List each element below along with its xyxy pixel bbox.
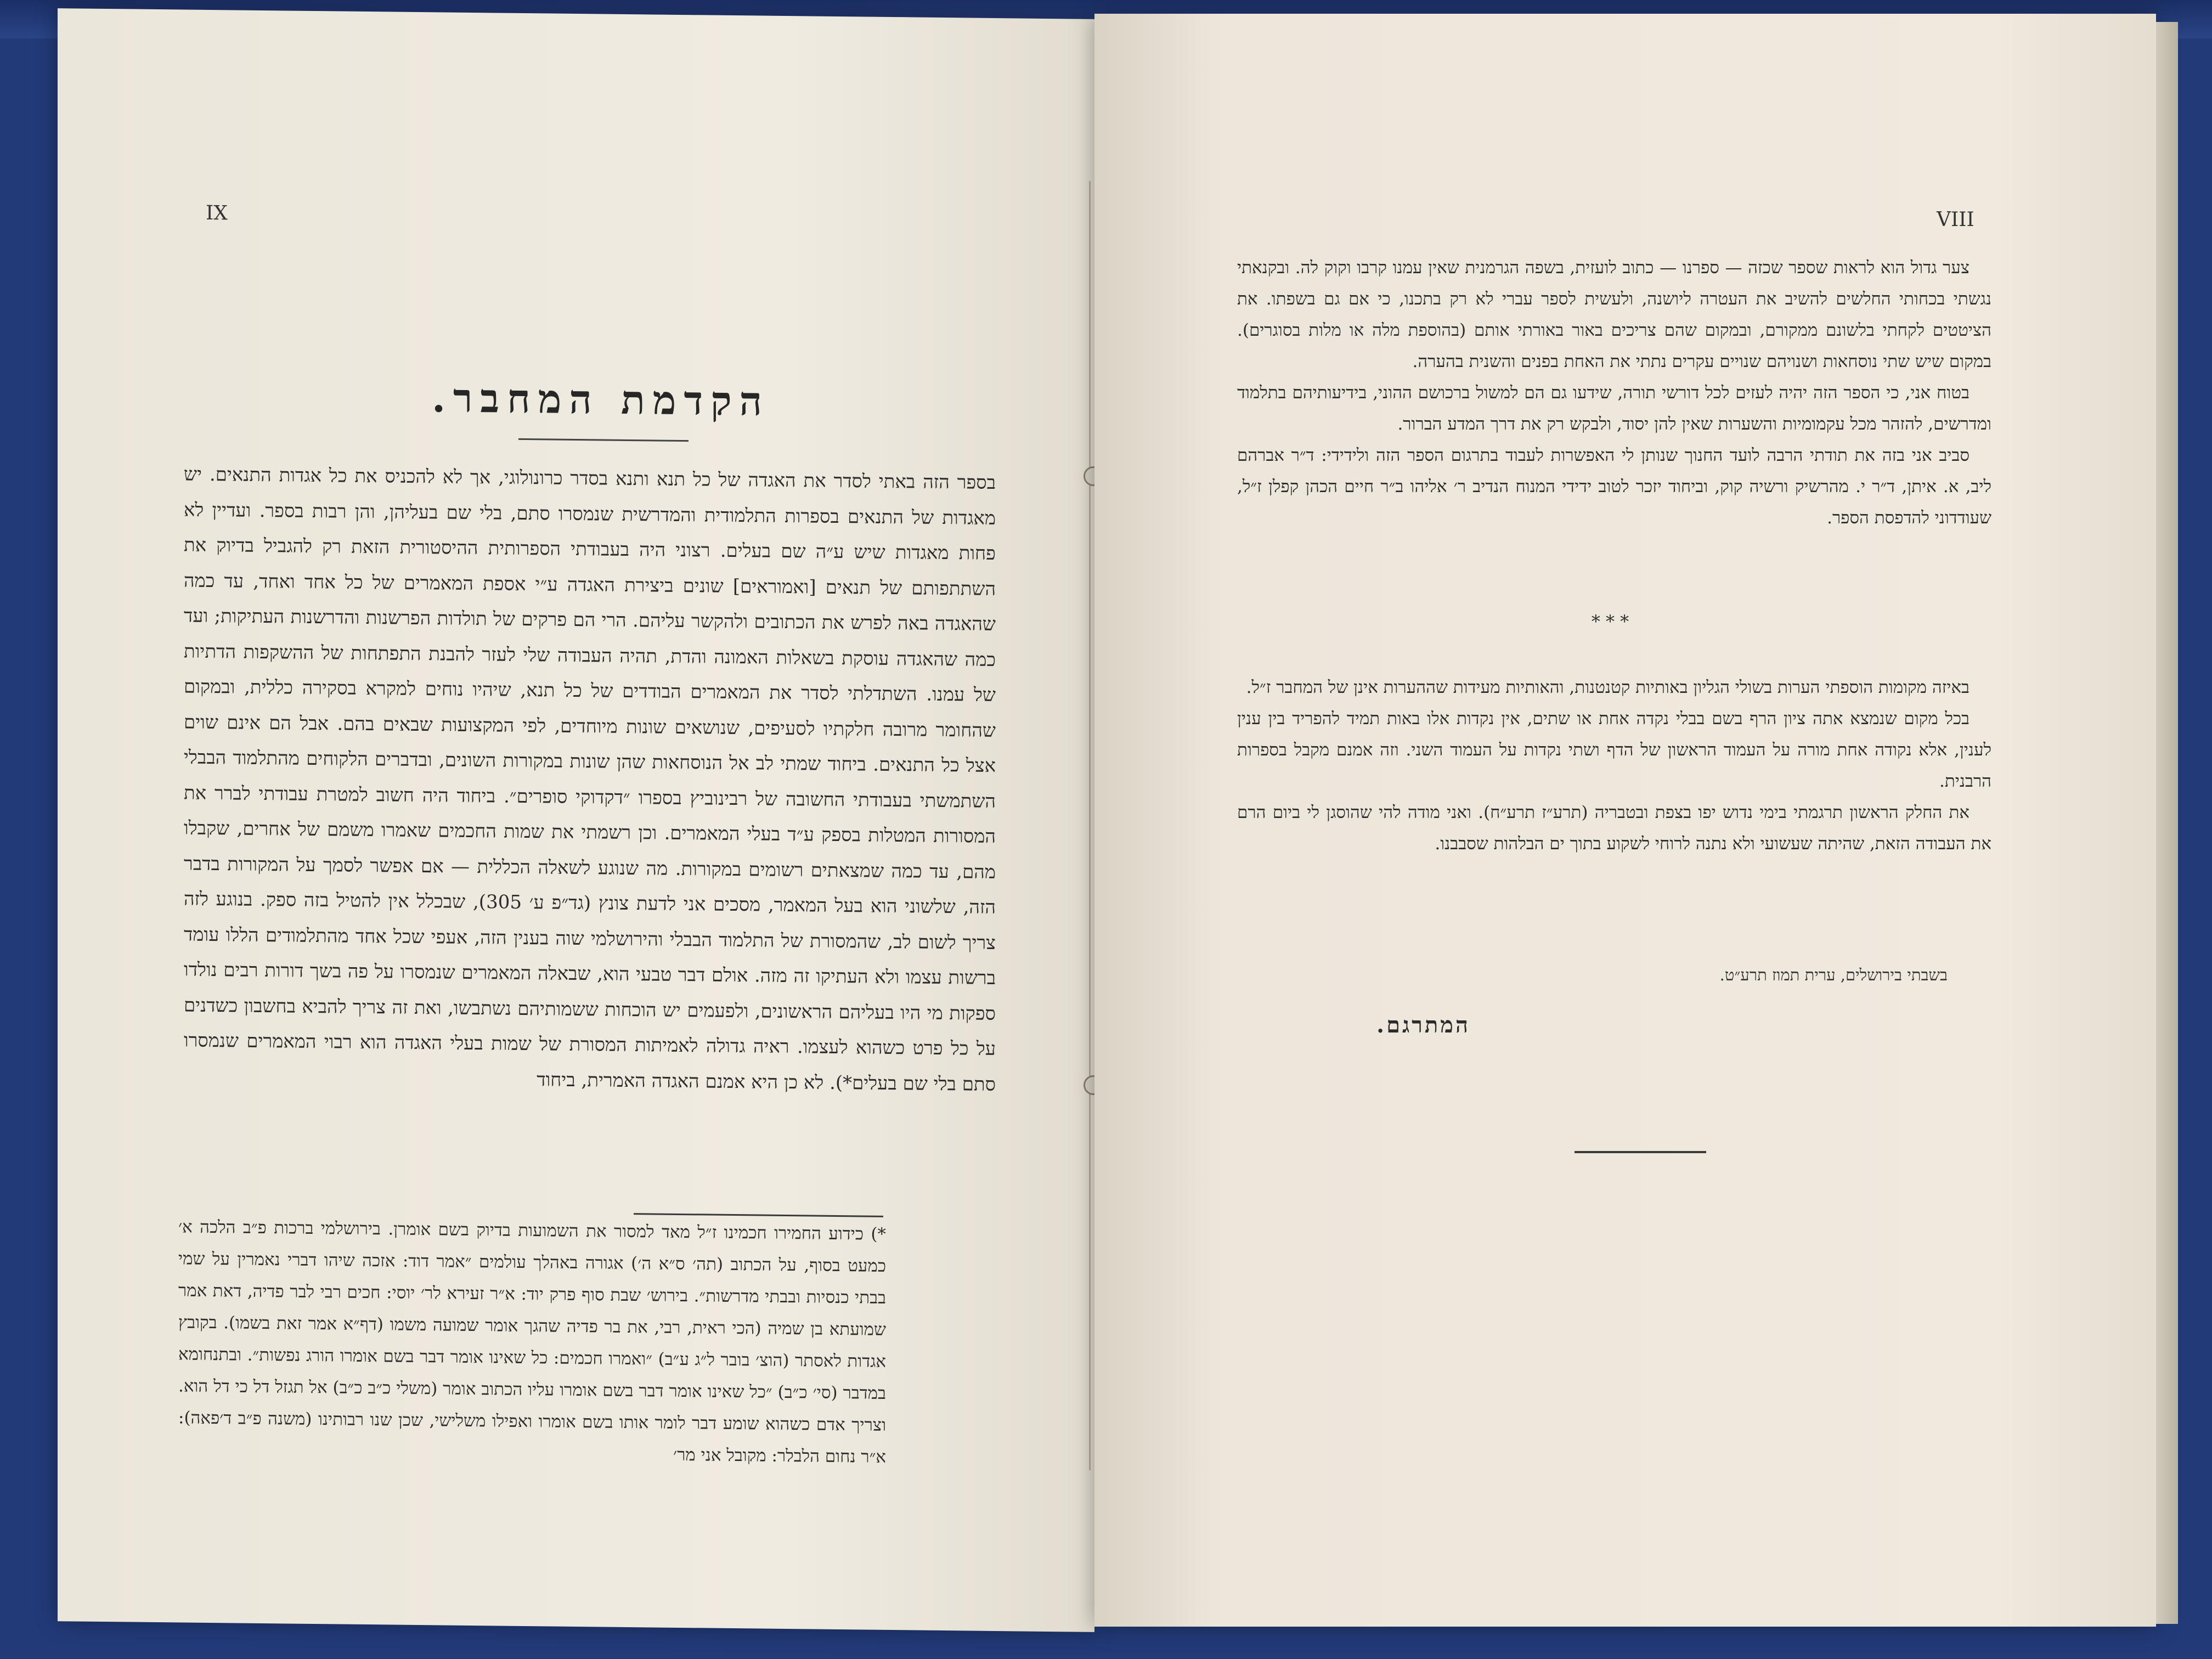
paragraph: סביב אני בזה את תודתי הרבה לועד החנוך שנותן לי האפשרות לעבוד בתרגום הספר הזה ולידידי: ד״ר אברהם ליב, א. איתן, ד״ר י. מהרשיק ורשיה קוק, וביחוד יזכר לטוב ידידי המנוח הנדיב ר׳ אליהו ב״ר חיים הכהן קפלן ז״ל, שעודדוני להדפסת הספר. — [1237, 445, 1991, 528]
paragraph: בטוח אני, כי הספר הזה יהיה לעזים לכל דורשי תורה, שידעו גם הם למשול ברכושם ההוני, בידיעותיהם בתלמוד ומדרשים, להזהר מכל עקמומיות והשערות שאין להן יסוד, ולבקש רק את דרך המדע הברור. — [1237, 383, 1991, 434]
page-number: VIII — [1937, 208, 1974, 231]
paragraph: את החלק הראשון תרגמתי בימי נדוש יפו בצפת ובטבריה (תרע״ז תרע״ח). ואני מודה להי שהוסגן לי ביום הרם את העבודה הזאת, שהיתה שעשועי ולא נתנה לרוחי לשקוע בתוך ים הבלהות שסבבנו. — [1237, 803, 1991, 854]
body-text: בספר הזה באתי לסדר את האגדה של כל תנא ותנא בסדר כרונולוגי, אך לא להכניס את כל אגדות התנאים. יש מאגדות של התנאים בספרות התלמודית והמדרשית שנמסרו סתם, בלי שם בעליהן, והן רבות בספר. ועדיין לא פחות מאגדות שיש ע״ה שם בעלים. רצוני היה בעבודתי הספרותית ההיסטורית הזאת רק להגביל בדיוק את השתתפותם של תנאים [ואמוראים] שונים ביצירת האגדה ע״י אספת המאמרים של כל אחד ואחד, עד כמה שהאגדה באה לפרש את הכתובים ולהקשר עליהם. הרי הם פרקים של תולדות הפרשנות והדרשנות העתיקות; ועד כמה שהאגדה עוסקת בשאלות האמונה והדת, תהיה העבודה שלי לעזר להבנת התפתחות של ההשקפות הדתיות של עמנו. השתדלתי לסדר את המאמרים הבודדים של כל תנא, שיהיו נוחים למקרא בסקירה כללית, ובמקום שהחומר מרובה חלקתיו לסעיפים, שנושאים שונות מיוחדים, לפי המקצועות שבאים בהם. אבל הם אינם שוים אצל כל התנאים. ביחוד שמתי לב אל הנוסחאות שהן שונות במקורות השונים, ובדברים הלקוחים מהתלמוד הבבלי השתמשתי בעבודתי החשובה של רבינוביץ בספרו ״דקדוקי סופרים״. ביחוד היה חשוב למטרת עבודתי לברר את המסורות המטלות בספק ע״ד בעלי המאמרים. וכן רשמתי את שמות החכמים שאמרו משמם של אחרים, שקבלו מהם, עד כמה שמצאתים רשומים במקורות. מה שנוגע לשאלה הכללית — אם אפשר לסמך על המקורות בדבר הזה, שלשוני הוא בעל המאמר, מסכים אני לדעת צונץ (גד״פ ע׳ 305), שבכלל אין להטיל בזה ספק. בנוגע לזה צריך לשום לב, שהמסורת של התלמוד הבבלי והירושלמי שוה בענין הזה, אעפי שכל אחד מהתלמודים הללו עומד ברשות עצמו ולא העתיקו זה מזה. אולם דבר טבעי הוא, שבאלה המאמרים שנמסרו על פה בשך דורות רבים נולדו ספקות מי היו בעליהם הראשונים, ולפעמים יש הוכחות ששמותיהם נשתבשו, ואת זה צריך להביא בחשבון כשדנים על כל פרט כשהוא לעצמו. ראיה גדולה לאמיתות המסורת של שמות בעלי האגדה הוא רבוי המאמרים שנמסרו סתם בלי שם בעלים*). לא כן היא אמנם האגדה האמרית, ביחוד — [184, 463, 996, 1096]
chapter-title: הקדמת המחבר. — [431, 374, 770, 425]
left-page — [58, 8, 1094, 1632]
paragraph: באיזה מקומות הוספתי הערות בשולי הגליון באותיות קטנטנות, והאותיות מעידות שההערות אינן של המחבר ז״ל. — [1246, 678, 1970, 697]
title-rule — [518, 438, 689, 442]
translator-preface-notes — [1237, 672, 1991, 860]
paragraph: בכל מקום שנמצא אתה ציון הרף בשם בבלי נקדה אחת או שתים, אין נקדות אלו באות תמיד להפריד בין ענין לענין, אלא נקודה אחת מורה על העמוד הראשון של הדף ושתי נקדות על העמוד השני. וזה אמנם מקבל בספרות הרבנית. — [1237, 709, 1992, 791]
dateline: בשבתי בירושלים, ערית תמוז תרע״ט. — [1719, 966, 1948, 984]
page-edge — [2156, 22, 2178, 1624]
footnote: *) כידוע החמירו חכמינו ז״ל מאד למסור את השמועות בדיוק בשם אומרן. בירושלמי ברכות פ״ב הלכה א׳ כמעט בסוף, על הכתוב (תה׳ ס״א ה׳) אגורה באהלך עולמים ״אמר דוד: אזכה שיהו דברי נאמרין על שמי בבתי כנסיות ובבתי מדרשות״. בירוש׳ שבת סוף פרק יוד: א״ר זעירא לר׳ יוסי: חכים רבי לבר פדיה, דאת אמר שמועתא בן שמיה (הכי ראית, רבי, את בר פדיה שהגך אומר שמועה משמו (דף״א אמר זאת בשמו). בקובץ אגדות לאסתר (הוצ׳ בובר ל״ג ע״ב) ״ואמרו חכמים: כל שאינו אומר דבר בשם אומרו הורג נפשות״. ובתנחומא במדבר (סי׳ כ״ב) ״כל שאינו אומר דבר בשם אומרו עליו הכתוב אומר (משלי כ״ב כ״ב) אל תגזל דל כי דל הוא. וצריך אדם כשהוא שומע דבר לומר אותו בשם אומרו ואפילו משלישי, שכן שנו רבותינו (משנה פ״ב ד׳פאה): א״ר נחום הלבלר: מקובל אני מר׳ — [178, 1217, 886, 1467]
signature: המתרגם. — [1376, 1012, 1470, 1038]
closing-rule — [1575, 1151, 1706, 1153]
translator-preface-top — [1237, 252, 1991, 534]
asterism-divider: * * * — [1591, 611, 1629, 632]
paragraph: צער גדול הוא לראות שספר שכזה — ספרנו — כתוב לועזית, בשפה הגרמנית שאין עמנו קרבו וקוק לה. ובקנאתי נגשתי בכחותי החלשים להשיב את העטרה ליושנה, ולעשית לספר עברי לא רק בתכנו, כי אם גם בשפתו. את הציטטים לקחתי בלשונם ממקורם, ובמקום שהם צריכים באור באורתי אותם (בהוספת מלה או מלות בסוגרים). במקום שיש שתי נוסחאות ושנויהם שנויים עקרים נתתי את האחת בפנים והשנית בהערה. — [1237, 258, 1991, 371]
page-number: IX — [206, 201, 228, 225]
